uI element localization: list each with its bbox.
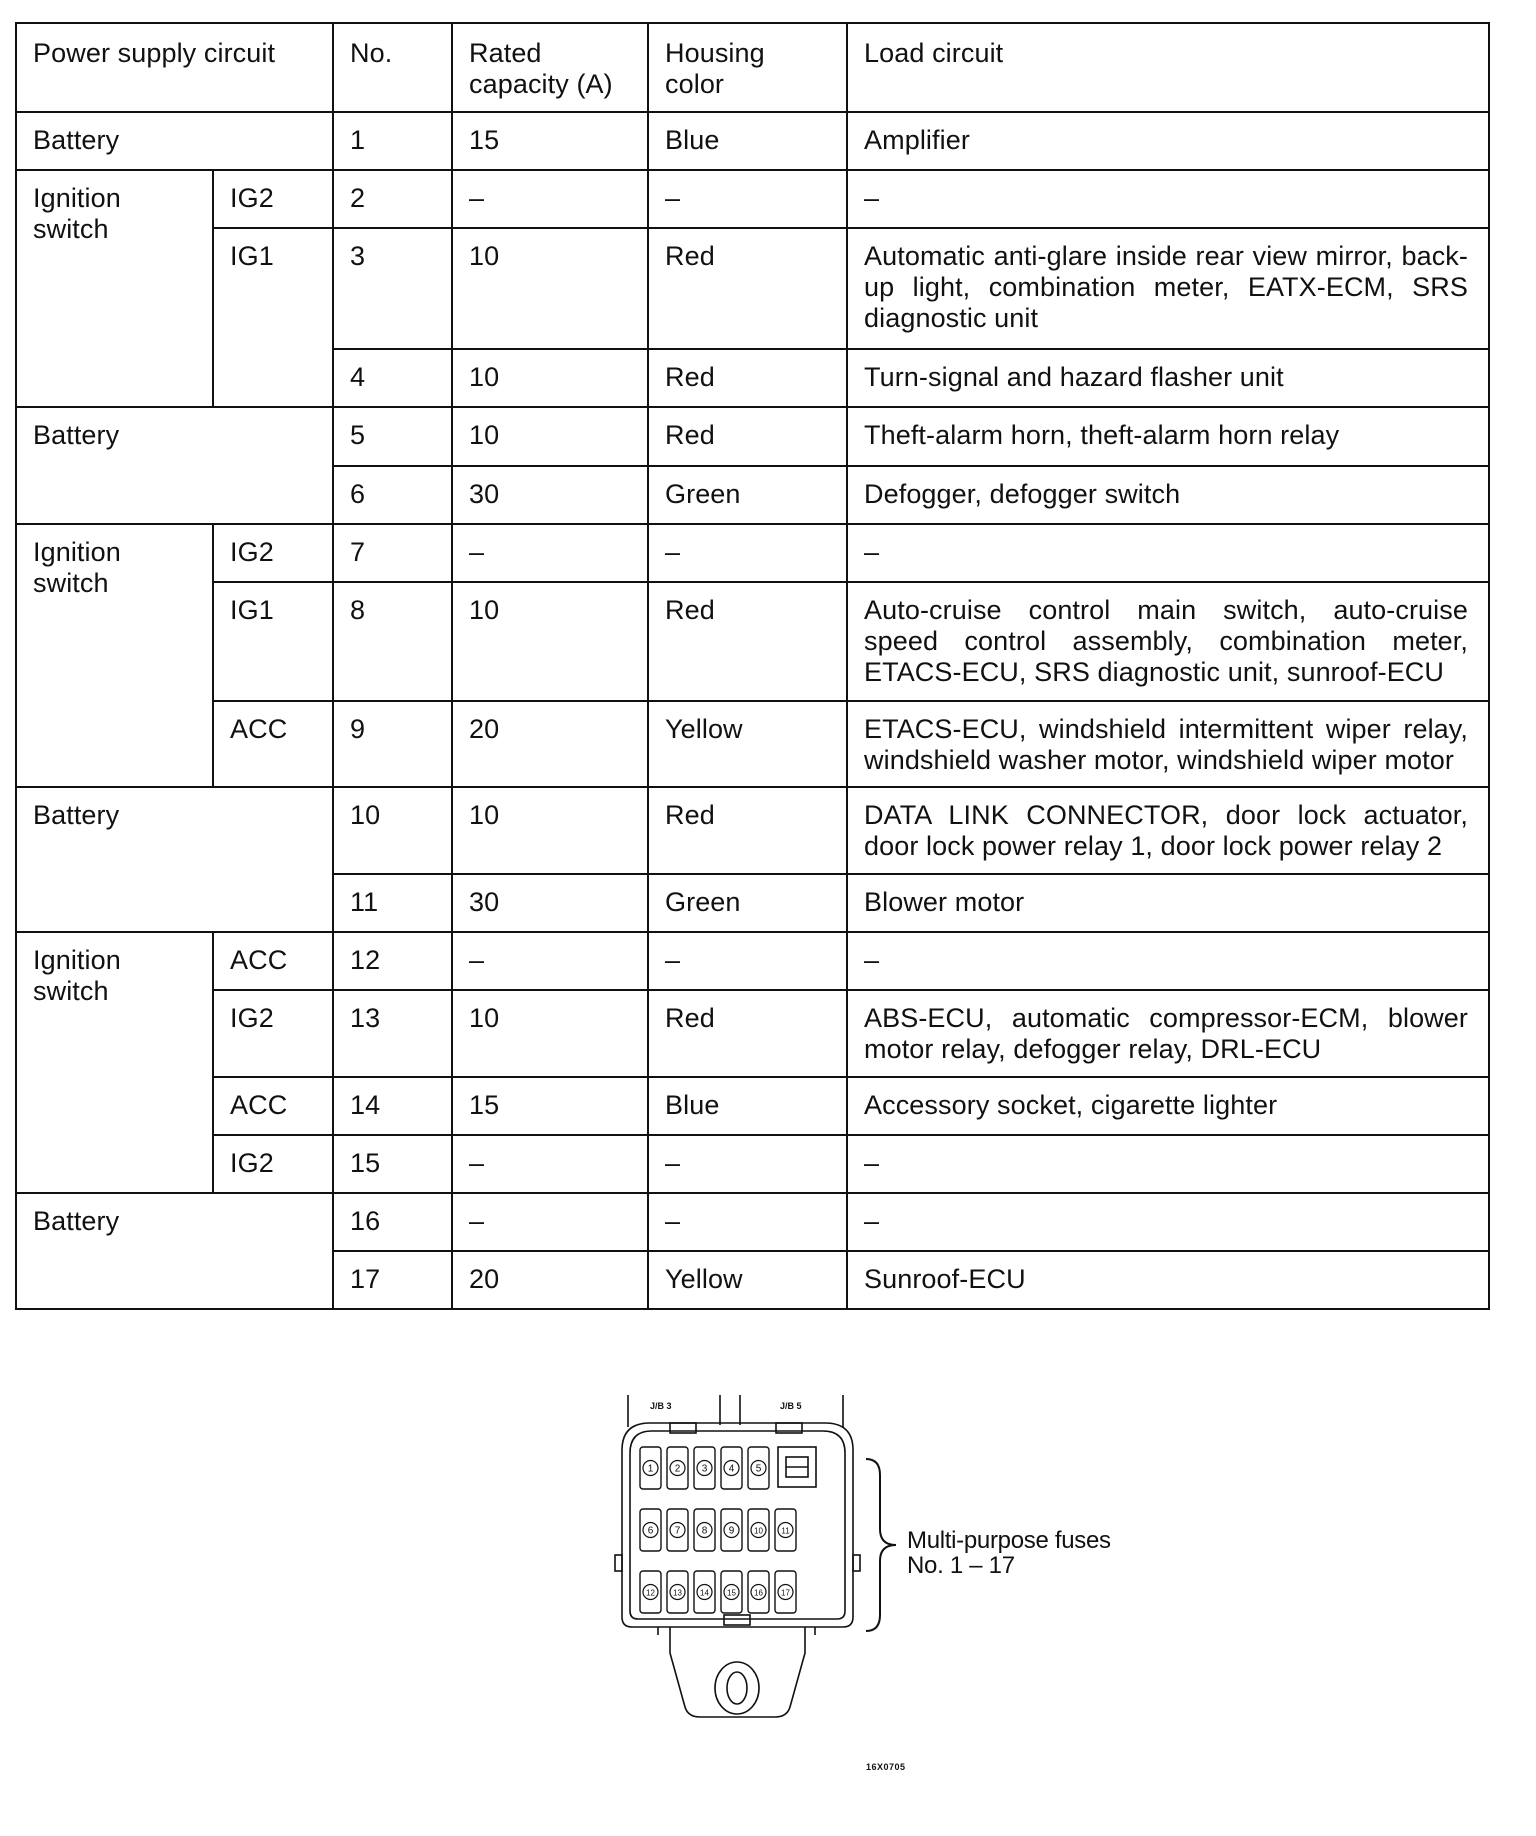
table-row — [16, 1135, 1489, 1193]
fuse-label-line1: Multi-purpose fuses — [907, 1527, 1111, 1554]
power-supply-cell: Ignition switch — [16, 170, 213, 407]
switch-position-cell: IG2 — [213, 1135, 333, 1193]
fuse-number-label: 11 — [781, 1526, 790, 1536]
fuse-number-label: 3 — [701, 1463, 708, 1475]
color-cell: – — [648, 170, 847, 228]
fuse-number-label: 4 — [728, 1463, 735, 1475]
load-cell: ABS-ECU, automatic compressor-ECM, blower motor relay, defogger relay, DRL-ECU — [847, 990, 1489, 1077]
load-cell: Accessory socket, cigarette lighter — [847, 1077, 1489, 1135]
load-cell: Defogger, defogger switch — [847, 466, 1489, 524]
power-supply-cell: Battery — [16, 787, 333, 932]
capacity-cell: 10 — [452, 349, 648, 407]
color-cell: Red — [648, 349, 847, 407]
capacity-cell: 15 — [452, 112, 648, 170]
fuse-table — [15, 22, 1490, 1310]
header-row — [16, 23, 1489, 112]
svg-text:J/B 5: J/B 5 — [780, 1401, 802, 1411]
capacity-cell: 20 — [452, 701, 648, 787]
table-row — [16, 407, 1489, 466]
table-row — [16, 787, 1489, 874]
color-cell: Green — [648, 874, 847, 932]
color-cell: Blue — [648, 1077, 847, 1135]
fuse-number-label: 13 — [673, 1588, 682, 1598]
load-cell: – — [847, 170, 1489, 228]
color-cell: Blue — [648, 112, 847, 170]
fuse-number-cell: 2 — [333, 170, 452, 228]
fuse-number-label: 12 — [646, 1588, 655, 1598]
switch-position-cell: ACC — [213, 701, 333, 787]
color-cell: – — [648, 932, 847, 990]
load-cell: Blower motor — [847, 874, 1489, 932]
fuse-number-label: 5 — [755, 1463, 762, 1475]
fuse-number-cell: 11 — [333, 874, 452, 932]
color-cell: Yellow — [648, 1251, 847, 1309]
fuse-number-label: 17 — [781, 1588, 790, 1598]
fuse-number-label: 14 — [700, 1588, 709, 1598]
color-cell: – — [648, 1135, 847, 1193]
fuse-number-cell: 7 — [333, 524, 452, 582]
load-cell: Sunroof-ECU — [847, 1251, 1489, 1309]
color-cell: Red — [648, 787, 847, 874]
table-row — [16, 112, 1489, 170]
load-cell: – — [847, 524, 1489, 582]
capacity-cell: 30 — [452, 466, 648, 524]
fuse-number-label: 16 — [754, 1588, 763, 1598]
header-load-circuit: Load circuit — [847, 23, 1489, 112]
fuse-label-line2: No. 1 – 17 — [907, 1552, 1015, 1579]
switch-position-cell: IG1 — [213, 582, 333, 701]
fuse-number-cell: 17 — [333, 1251, 452, 1309]
svg-text:J/B 3: J/B 3 — [650, 1401, 672, 1411]
fuse-number-cell: 8 — [333, 582, 452, 701]
load-cell: – — [847, 932, 1489, 990]
power-supply-cell: Battery — [16, 1193, 333, 1309]
fuse-number-cell: 9 — [333, 701, 452, 787]
table-row — [16, 228, 1489, 349]
capacity-cell: – — [452, 524, 648, 582]
fuse-number-cell: 14 — [333, 1077, 452, 1135]
capacity-cell: – — [452, 1135, 648, 1193]
header-rated-capacity: Rated capacity (A) — [452, 23, 648, 112]
header-no: No. — [333, 23, 452, 112]
table-row — [16, 170, 1489, 228]
fuse-number-cell: 12 — [333, 932, 452, 990]
capacity-cell: – — [452, 932, 648, 990]
table-row — [16, 582, 1489, 701]
capacity-cell: 10 — [452, 582, 648, 701]
fuse-number-cell: 1 — [333, 112, 452, 170]
load-cell: Turn-signal and hazard flasher unit — [847, 349, 1489, 407]
fuse-number-cell: 3 — [333, 228, 452, 349]
header-power-supply-circuit: Power supply circuit — [16, 23, 333, 112]
fuse-number-label: 2 — [674, 1463, 681, 1475]
load-cell: DATA LINK CONNECTOR, door lock actuator, door lock power relay 1, door lock power relay 2 — [847, 787, 1489, 874]
capacity-cell: 10 — [452, 990, 648, 1077]
capacity-cell: 30 — [452, 874, 648, 932]
fuse-number-cell: 4 — [333, 349, 452, 407]
switch-position-cell: ACC — [213, 932, 333, 990]
color-cell: Red — [648, 990, 847, 1077]
fuse-number-cell: 5 — [333, 407, 452, 466]
color-cell: Yellow — [648, 701, 847, 787]
fuse-number-cell: 6 — [333, 466, 452, 524]
header-housing-color: Housing color — [648, 23, 847, 112]
table-row — [16, 1193, 1489, 1251]
capacity-cell: 15 — [452, 1077, 648, 1135]
switch-position-cell: IG2 — [213, 990, 333, 1077]
fuse-number-label: 7 — [674, 1525, 681, 1537]
fuse-number-cell: 16 — [333, 1193, 452, 1251]
table-row — [16, 932, 1489, 990]
switch-position-cell: IG2 — [213, 524, 333, 582]
load-cell: Amplifier — [847, 112, 1489, 170]
color-cell: Red — [648, 582, 847, 701]
fuse-number-cell: 13 — [333, 990, 452, 1077]
fuse-number-label: 6 — [647, 1525, 654, 1537]
fuse-number-label: 9 — [728, 1525, 735, 1537]
capacity-cell: 10 — [452, 787, 648, 874]
power-supply-cell: Ignition switch — [16, 932, 213, 1193]
power-supply-cell: Battery — [16, 112, 333, 170]
switch-position-cell: IG2 — [213, 170, 333, 228]
load-cell: Auto-cruise control main switch, auto-cruise speed control assembly, combination meter, ETACS-ECU, SRS diagnostic unit, sunroof-ECU — [847, 582, 1489, 701]
table-row — [16, 524, 1489, 582]
color-cell: Red — [648, 407, 847, 466]
load-cell: Automatic anti-glare inside rear view mirror, back-up light, combination meter, EATX-ECM, SRS diagnostic unit — [847, 228, 1489, 349]
load-cell: – — [847, 1193, 1489, 1251]
capacity-cell: 20 — [452, 1251, 648, 1309]
fuse-slots — [640, 1447, 796, 1613]
load-cell: Theft-alarm horn, theft-alarm horn relay — [847, 407, 1489, 466]
capacity-cell: 10 — [452, 407, 648, 466]
switch-position-cell: IG1 — [213, 228, 333, 407]
capacity-cell: 10 — [452, 228, 648, 349]
fuse-number-cell: 15 — [333, 1135, 452, 1193]
power-supply-cell: Battery — [16, 407, 333, 524]
fuse-number-cell: 10 — [333, 787, 452, 874]
power-supply-cell: Ignition switch — [16, 524, 213, 787]
color-cell: – — [648, 1193, 847, 1251]
load-cell: ETACS-ECU, windshield intermittent wiper relay, windshield washer motor, windshield wiper motor — [847, 701, 1489, 787]
fuse-number-label: 8 — [701, 1525, 708, 1537]
fuse-number-label: 10 — [754, 1526, 763, 1536]
switch-position-cell: ACC — [213, 1077, 333, 1135]
table-row — [16, 1077, 1489, 1135]
color-cell: Green — [648, 466, 847, 524]
capacity-cell: – — [452, 170, 648, 228]
color-cell: – — [648, 524, 847, 582]
capacity-cell: – — [452, 1193, 648, 1251]
table-row — [16, 701, 1489, 787]
fuse-label — [907, 1528, 1111, 1578]
load-cell: – — [847, 1135, 1489, 1193]
figure-code: 16X0705 — [866, 1762, 906, 1772]
fuse-number-label: 15 — [727, 1588, 736, 1598]
color-cell: Red — [648, 228, 847, 349]
table-row — [16, 990, 1489, 1077]
fuse-number-label: 1 — [647, 1463, 654, 1475]
